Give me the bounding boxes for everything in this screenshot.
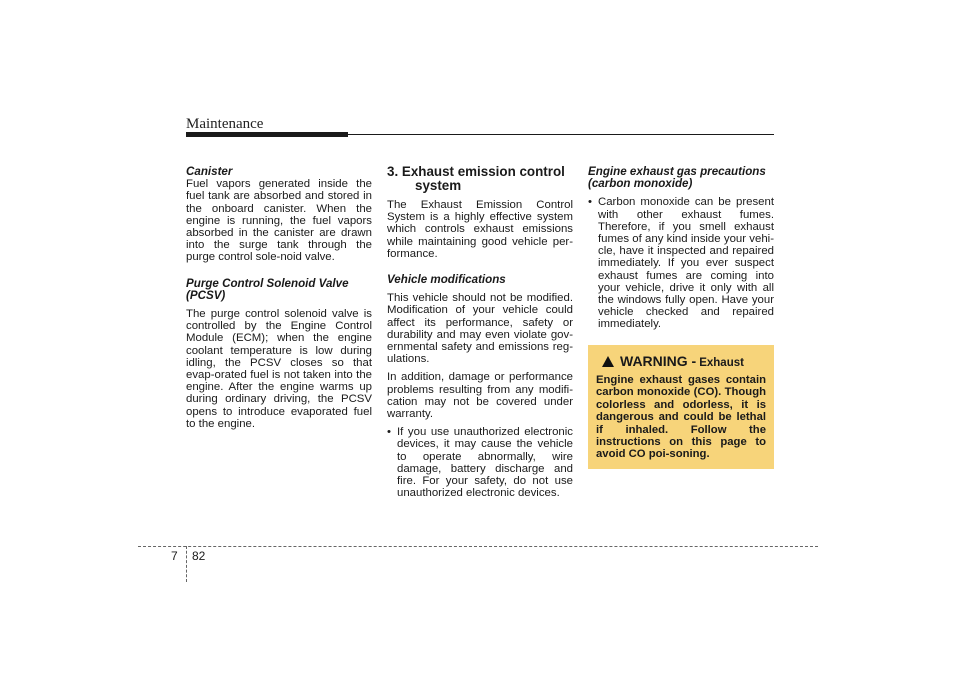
- warning-subject: Exhaust: [699, 356, 744, 369]
- exhaust-precautions-heading: Engine exhaust gas precautions (carbon monoxide): [588, 165, 766, 191]
- modifications-paragraph-2: In addition, damage or performance problems resulting from any modifi-cation may not be covered under warranty.: [387, 371, 573, 421]
- modifications-heading: Vehicle modifications: [387, 273, 506, 287]
- bullet-icon: •: [387, 426, 391, 439]
- page-header-title: Maintenance: [186, 116, 264, 132]
- footer-divider: [186, 546, 187, 582]
- column-middle: [387, 166, 573, 499]
- page-number: 82: [192, 549, 206, 563]
- warning-label: WARNING -: [620, 352, 697, 369]
- warning-box: [588, 345, 774, 469]
- bullet-icon: •: [588, 196, 592, 209]
- intro-paragraph: The Exhaust Emission Control System is a highly effective system which controls exhaust emissions while maintaining good vehicle per-formance.: [387, 199, 573, 260]
- warning-body: Engine exhaust gases contain carbon monoxide (CO). Though colorless and odorless, it is dangerous and could be lethal if inhaled. Follow the instructions on this page to avoid CO poi-soning.: [596, 374, 766, 461]
- header-rule-accent: [186, 132, 348, 137]
- carbon-monoxide-bullet: Carbon monoxide can be present with other exhaust fumes. Therefore, if you smell exhaust fumes of any kind inside your vehi-cle, have it inspected and repaired immediately. If you ever suspect exhaust fumes are coming into your vehicle, drive it only with all the windows fully open. Have your vehicle checked and repaired immediately.: [598, 196, 774, 331]
- list-item: [588, 196, 774, 330]
- canister-heading: Canister: [186, 165, 233, 178]
- column-left: [186, 166, 372, 430]
- footer-rule: [138, 546, 818, 547]
- section-heading: [387, 165, 573, 193]
- modifications-paragraph-1: This vehicle should not be modified. Modification of your vehicle could affect its performance, safety or durability and may even violate gov-ernmental safety and emissions reg-ulations.: [387, 292, 573, 366]
- pcsv-paragraph: The purge control solenoid valve is controlled by the Engine Control Module (ECM); when the engine coolant temperature is low during idling, the PCSV closes so that evap-orated fuel is not taken into the engine. After the engine warms up during ordinary driving, the PCSV opens to introduce evaporated fuel to the engine.: [186, 308, 372, 430]
- chapter-number: 7: [171, 549, 178, 563]
- pcsv-heading: Purge Control Solenoid Valve (PCSV): [186, 276, 349, 302]
- column-right: [588, 166, 774, 469]
- warning-header: [596, 352, 766, 369]
- canister-paragraph: Fuel vapors generated inside the fuel tank are absorbed and stored in the onboard canister. When the engine is running, the fuel vapors absorbed in the canister are drawn into the surge tank through the purge control sole-noid valve.: [186, 178, 372, 264]
- list-item: [387, 426, 573, 499]
- electronic-devices-bullet: If you use unauthorized electronic devices, it may cause the vehicle to operate abnormally, wire damage, battery discharge and fire. For your safety, do not use unauthorized electronic devices.: [397, 426, 573, 500]
- warning-triangle-icon: [602, 356, 614, 367]
- section-heading-line2: system: [415, 178, 462, 193]
- section-heading-line1: 3. Exhaust emission control: [387, 164, 565, 179]
